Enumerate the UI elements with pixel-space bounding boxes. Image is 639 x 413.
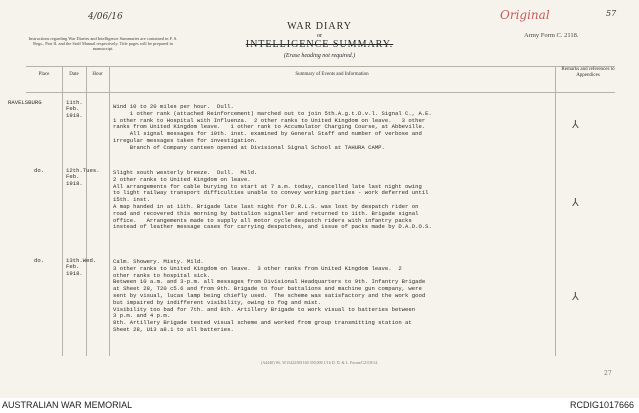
entry-date: 13th.Wed. Feb. 1918.	[66, 257, 97, 277]
col-header-date: Date	[69, 72, 79, 77]
title-struck: INTELLIGENCE SUMMARY.	[245, 39, 394, 50]
col-header-summary: Summary of Events and Information	[295, 72, 369, 77]
table-header-rule	[26, 92, 615, 93]
title-or: or	[317, 33, 322, 39]
col-header-remarks: Remarks and references to Appendices	[561, 67, 615, 78]
entry-text: Slight south westerly breeze. Dull. Mild. 2 other ranks to United Kingdom on leave. All arrangements for cable burying to start at 7 a.m. today, cancelled late last night owing to light railway transport difficulties unable to convey working parties - work deferred until 15th. inst. A map handed in at 11th. Brigade late last night for D.R.L.S. was lost by despatch rider on road and recovered this morning by battalion signaller and returned to 11th. Brigade signal office. Arrangements made to supply all motor cycle despatch riders with infantry packs instead of leather message cases for carrying despatches, and issue of packs made by D.A.D.O.S.	[113, 169, 432, 231]
entry-text: Calm. Showery. Misty. Mild. 3 other ranks to United Kingdom on leave. 3 other ranks from United Kingdom leave. 2 other ranks to hospital sick. Between 10 a.m. and 3-p.m. all messages from Divisional Headquarters to 9th. Infantry Brigade at Sheet 28, T20 c5.6 and from 9th. Brigade to four battalions and machine gun company, were sent by visual, lucas lamp being chiefly used. The scheme was satisfactory and the work good but impaired by indifferent visibility, owing to fog and mist. Visibility too bad for 7th. and 8th. Artillery Brigade to work visual to batteries between 3 p.m. and 4 p.m. 8th. Artillery Brigade tested visual scheme and worked from group transmitting station at Sheet 28, U13 a8.1 to all batteries.	[113, 258, 426, 333]
remarks-initials-mark: ⅄	[572, 290, 579, 303]
credit-institution: AUSTRALIAN WAR MEMORIAL	[2, 400, 133, 410]
entry-text: Wind 10 to 20 miles per hour. Dull. 1 other rank (attached Reinforcement) marched out to join 5th.A.g.t.D.v.l. Signal C., A.E. 1 other rank to Hospital with Influenza. 2 other ranks to United Kingdom on leave. 3 other ranks from United Kingdom leave. 1 other rank to Accumulator Charging Course, at Abbeville. All signal messages for 10th. inst. examined by General Staff and number of verbose and irregular messages taken for investigation. Branch of Company canteen opened at Divisional Signal School at TAHURA CAMP.	[113, 103, 432, 151]
original-stamp: Original	[500, 8, 550, 22]
entry-place: do.	[34, 167, 45, 174]
credit-record-id: RCDIG1017666	[569, 400, 634, 410]
handwritten-corner-note: 4/06/16	[88, 12, 123, 22]
col-divider	[555, 66, 556, 356]
handwritten-page-number: 57	[606, 9, 617, 18]
col-divider	[109, 66, 110, 356]
entry-place: RAVELSBURG	[8, 99, 42, 106]
page-title: WAR DIARY	[287, 21, 352, 32]
printer-line: (A4440) Wt. W15422/M1160 350,000 1/16 D. D. & L. Forms/C2118/14.	[261, 360, 378, 365]
remarks-initials-mark: ⅄	[572, 196, 579, 209]
page-subtitle: (Erase heading not required.)	[283, 53, 356, 59]
instructions-note: Instructions regarding War Diaries and Intelligence Summaries are contained in F. S. Regs., Part II. and the Staff Manual respectively. Title pages will be prepared in manuscript.	[28, 36, 178, 52]
col-divider	[86, 66, 87, 356]
col-header-place: Place	[38, 72, 50, 77]
remarks-initials-mark: ⅄	[572, 118, 579, 131]
col-header-hour: Hour	[92, 72, 103, 77]
army-form-label: Army Form C. 2118.	[524, 32, 579, 39]
entry-date: 12th.Tues. Feb. 1918.	[66, 167, 100, 187]
col-divider	[62, 66, 63, 356]
table-top-rule	[26, 66, 615, 67]
entry-place: do.	[34, 257, 45, 264]
entry-date: 11th. Feb. 1918.	[66, 99, 83, 119]
bottom-page-number: 27	[604, 370, 612, 377]
